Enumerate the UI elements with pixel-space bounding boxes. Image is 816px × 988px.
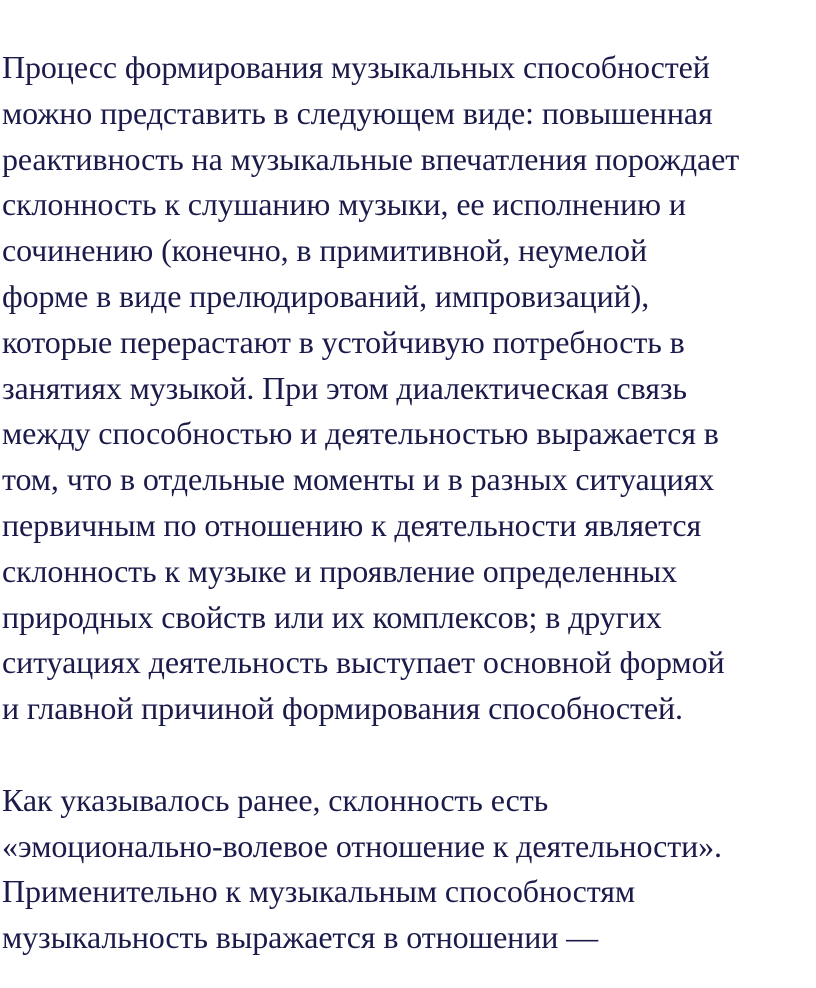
text-line: склонность к музыке и проявление определенных — [2, 552, 677, 589]
document-page — [0, 45, 816, 961]
text-line: ситуациях деятельность выступает основной формой — [2, 644, 725, 681]
text-line: между способностью и деятельностью выражается в — [2, 415, 719, 452]
paragraph-1 — [0, 45, 816, 732]
text-line: которые перерастают в устойчивую потребность в — [2, 323, 685, 360]
text-line: природных свойств или их комплексов; в других — [2, 598, 662, 635]
text-line: можно представить в следующем виде: повышенная — [2, 94, 713, 131]
text-line: реактивность на музыкальные впечатления порождает — [2, 140, 740, 177]
text-line: сочинению (конечно, в примитивной, неумелой — [2, 232, 647, 269]
text-line: музыкальность выражается в отношении — — [2, 919, 599, 956]
paragraph-2 — [0, 778, 816, 961]
text-line: склонность к слушанию музыки, ее исполнению и — [2, 186, 686, 223]
text-line: первичным по отношению к деятельности является — [2, 506, 702, 543]
text-line: Применительно к музыкальным способностям — [2, 873, 636, 910]
text-line: форме в виде прелюдирований, импровизаций), — [2, 277, 650, 314]
text-line: Как указывалось ранее, склонность есть — [2, 781, 549, 818]
text-line: занятиях музыкой. При этом диалектическая связь — [2, 369, 687, 406]
text-line: том, что в отдельные моменты и в разных ситуациях — [2, 461, 715, 498]
text-line: и главной причиной формирования способностей. — [2, 690, 683, 727]
text-line: Процесс формирования музыкальных способностей — [2, 49, 710, 85]
paragraph-gap — [0, 732, 816, 778]
text-line: «эмоционально-волевое отношение к деятельности». — [2, 827, 722, 864]
